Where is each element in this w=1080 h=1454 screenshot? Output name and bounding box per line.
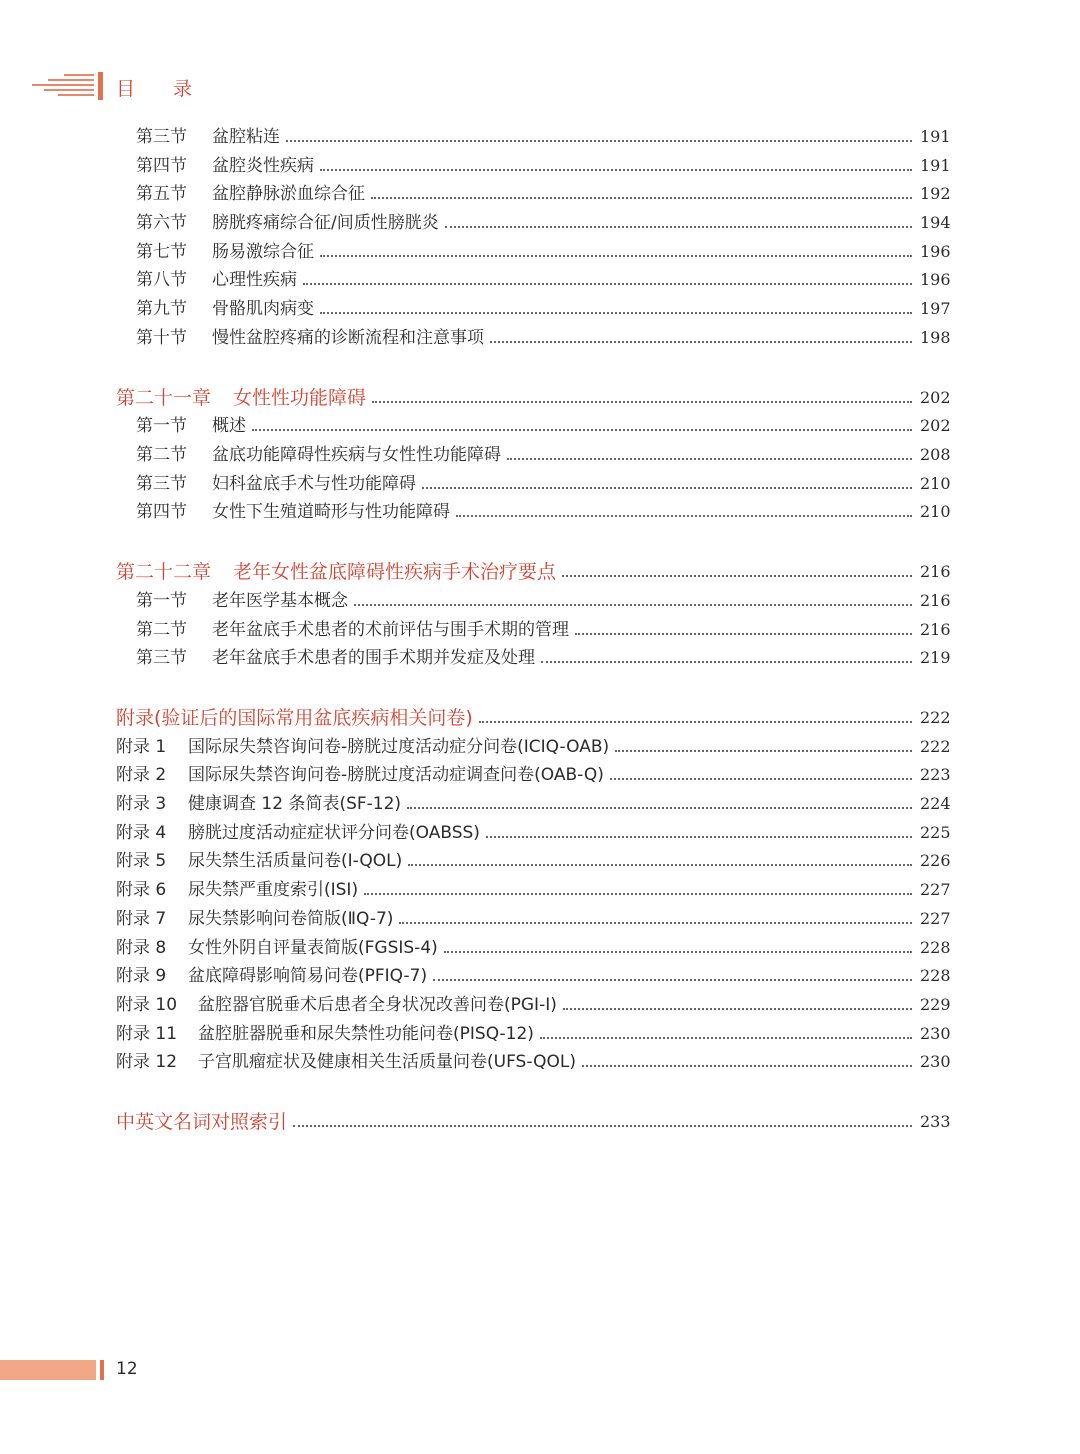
toc-entry-number: 第三节 — [136, 127, 187, 147]
toc-dot-leader — [479, 721, 912, 723]
toc-entry-number: 附录 11 — [116, 1024, 178, 1044]
toc-entry-page-number: 216 — [920, 562, 951, 581]
toc-section-entry[interactable] — [136, 179, 950, 205]
toc-appendix-entry[interactable] — [116, 961, 950, 987]
toc-dot-leader — [507, 458, 912, 460]
toc-dot-leader — [293, 1125, 912, 1127]
toc-entry-title: 尿失禁严重度索引(ISI) — [188, 880, 359, 900]
toc-entry-title: 老年女性盆底障碍性疾病手术治疗要点 — [233, 561, 557, 583]
footer-bar-decoration — [0, 1360, 96, 1380]
toc-entry-title: 肠易激综合征 — [212, 242, 314, 262]
toc-dot-leader — [408, 864, 912, 866]
toc-section-entry[interactable] — [136, 586, 950, 612]
toc-entry-title: 盆底功能障碍性疾病与女性性功能障碍 — [212, 445, 501, 465]
toc-chapter-entry[interactable] — [116, 703, 950, 729]
toc-entry-number: 附录 1 — [116, 737, 167, 757]
toc-section-entry[interactable] — [136, 497, 950, 523]
toc-entry-number: 第二十一章 — [116, 387, 212, 409]
toc-entry-number: 第十节 — [136, 328, 187, 348]
toc-entry-page-number: 216 — [920, 591, 951, 610]
toc-entry-title: 女性性功能障碍 — [233, 387, 367, 409]
toc-entry-number: 附录 12 — [116, 1052, 178, 1072]
toc-dot-leader — [582, 1065, 912, 1067]
toc-appendix-entry[interactable] — [116, 760, 950, 786]
toc-entry-title: 附录(验证后的国际常用盆底疾病相关问卷) — [116, 707, 473, 729]
toc-section-entry[interactable] — [136, 294, 950, 320]
toc-entry-title: 盆腔器官脱垂术后患者全身状况改善问卷(PGI-I) — [198, 995, 557, 1015]
toc-entry-number: 第一节 — [136, 416, 187, 436]
page-title-char-1: 目 — [116, 78, 136, 100]
toc-entry-title: 盆腔静脉淤血综合征 — [212, 184, 365, 204]
toc-entry-page-number: 198 — [920, 328, 951, 347]
toc-appendix-entry[interactable] — [116, 789, 950, 815]
toc-entry-number: 第二节 — [136, 445, 187, 465]
toc-entry-number: 附录 2 — [116, 765, 167, 785]
page-number: 12 — [116, 1359, 138, 1379]
toc-entry-title: 女性外阴自评量表简版(FGSIS-4) — [188, 938, 438, 958]
toc-dot-leader — [286, 140, 912, 142]
toc-entry-number: 附录 8 — [116, 938, 167, 958]
toc-entry-number: 第三节 — [136, 648, 187, 668]
toc-entry-number: 第二十二章 — [116, 561, 212, 583]
toc-appendix-entry[interactable] — [116, 990, 950, 1016]
toc-entry-title: 尿失禁生活质量问卷(Ⅰ-QOL) — [188, 851, 403, 871]
toc-section-entry[interactable] — [136, 615, 950, 641]
toc-entry-number: 第九节 — [136, 299, 187, 319]
toc-entry-title: 子宫肌瘤症状及健康相关生活质量问卷(UFS-QOL) — [198, 1052, 576, 1072]
toc-entry-title: 心理性疾病 — [212, 270, 297, 290]
toc-entry-title: 概述 — [212, 416, 246, 436]
toc-section-entry[interactable] — [136, 323, 950, 349]
toc-entry-page-number: 223 — [920, 765, 951, 784]
toc-entry-page-number: 196 — [920, 270, 951, 289]
toc-entry-title: 妇科盆底手术与性功能障碍 — [212, 474, 416, 494]
toc-entry-title: 骨骼肌肉病变 — [212, 299, 314, 319]
toc-dot-leader — [541, 661, 912, 663]
toc-section-entry[interactable] — [136, 208, 950, 234]
page-title-char-2: 录 — [173, 78, 193, 100]
toc-entry-page-number: 228 — [920, 938, 951, 957]
toc-entry-page-number: 224 — [920, 794, 951, 813]
toc-entry-page-number: 227 — [920, 909, 951, 928]
toc-entry-number: 第五节 — [136, 184, 187, 204]
toc-section-entry[interactable] — [136, 643, 950, 669]
toc-entry-title: 盆腔脏器脱垂和尿失禁性功能问卷(PISQ-12) — [198, 1024, 534, 1044]
toc-entry-title: 盆底障碍影响简易问卷(PFIQ-7) — [188, 966, 428, 986]
toc-entry-page-number: 202 — [920, 416, 951, 435]
footer-accent-line — [100, 1360, 104, 1380]
toc-entry-number: 附录 6 — [116, 880, 167, 900]
toc-dot-leader — [320, 169, 912, 171]
toc-section-entry[interactable] — [136, 237, 950, 263]
toc-entry-number: 第一节 — [136, 591, 187, 611]
toc-chapter-entry[interactable] — [116, 383, 950, 409]
toc-entry-title: 中英文名词对照索引 — [116, 1111, 288, 1133]
toc-dot-leader — [575, 633, 912, 635]
toc-dot-leader — [610, 778, 912, 780]
toc-dot-leader — [433, 979, 912, 981]
toc-entry-title: 老年盆底手术患者的术前评估与围手术期的管理 — [212, 620, 569, 640]
toc-entry-page-number: 208 — [920, 445, 951, 464]
toc-entry-number: 附录 5 — [116, 851, 167, 871]
toc-dot-leader — [490, 341, 912, 343]
toc-entry-number: 附录 7 — [116, 909, 167, 929]
header-accent-bar — [98, 72, 103, 100]
toc-entry-page-number: 233 — [920, 1112, 951, 1131]
toc-entry-page-number: 227 — [920, 880, 951, 899]
toc-dot-leader — [364, 893, 912, 895]
toc-appendix-entry[interactable] — [116, 933, 950, 959]
toc-dot-leader — [615, 750, 912, 752]
toc-entry-number: 附录 3 — [116, 794, 167, 814]
header-stripes-decoration — [28, 72, 94, 100]
toc-entry-page-number: 191 — [920, 156, 951, 175]
toc-entry-number: 第四节 — [136, 502, 187, 522]
toc-dot-leader — [563, 1008, 912, 1010]
toc-dot-leader — [320, 255, 912, 257]
toc-entry-page-number: 210 — [920, 474, 951, 493]
toc-section-entry[interactable] — [136, 411, 950, 437]
toc-appendix-entry[interactable] — [116, 732, 950, 758]
toc-entry-title: 女性下生殖道畸形与性功能障碍 — [212, 502, 450, 522]
toc-entry-page-number: 219 — [920, 648, 951, 667]
toc-dot-leader — [371, 197, 912, 199]
toc-entry-number: 第二节 — [136, 620, 187, 640]
toc-entry-page-number: 194 — [920, 213, 951, 232]
toc-entry-page-number: 197 — [920, 299, 951, 318]
toc-appendix-entry[interactable] — [116, 1019, 950, 1045]
toc-entry-number: 第三节 — [136, 474, 187, 494]
toc-entry-title: 国际尿失禁咨询问卷-膀胱过度活动症调查问卷(OAB-Q) — [188, 765, 604, 785]
toc-entry-number: 第六节 — [136, 213, 187, 233]
toc-entry-number: 第八节 — [136, 270, 187, 290]
toc-dot-leader — [399, 922, 912, 924]
toc-entry-page-number: 226 — [920, 851, 951, 870]
toc-chapter-entry[interactable] — [116, 557, 950, 583]
toc-dot-leader — [540, 1037, 912, 1039]
toc-dot-leader — [303, 283, 912, 285]
toc-entry-page-number: 202 — [920, 388, 951, 407]
toc-entry-number: 第四节 — [136, 156, 187, 176]
toc-entry-page-number: 210 — [920, 502, 951, 521]
toc-section-entry[interactable] — [136, 440, 950, 466]
toc-entry-page-number: 222 — [920, 708, 951, 727]
toc-section-entry[interactable] — [136, 265, 950, 291]
toc-dot-leader — [456, 515, 912, 517]
page-title — [116, 74, 192, 101]
toc-entry-page-number: 225 — [920, 823, 951, 842]
toc-appendix-entry[interactable] — [116, 904, 950, 930]
toc-entry-title: 老年盆底手术患者的围手术期并发症及处理 — [212, 648, 535, 668]
toc-entry-page-number: 191 — [920, 127, 951, 146]
toc-entry-number: 第七节 — [136, 242, 187, 262]
toc-entry-title: 盆腔粘连 — [212, 127, 280, 147]
toc-entry-number: 附录 4 — [116, 823, 167, 843]
toc-entry-page-number: 229 — [920, 995, 951, 1014]
toc-section-entry[interactable] — [136, 469, 950, 495]
toc-entry-title: 老年医学基本概念 — [212, 591, 348, 611]
toc-dot-leader — [372, 401, 912, 403]
toc-entry-title: 慢性盆腔疼痛的诊断流程和注意事项 — [212, 328, 484, 348]
toc-entry-page-number: 230 — [920, 1052, 951, 1071]
toc-dot-leader — [354, 604, 912, 606]
toc-dot-leader — [444, 951, 912, 953]
toc-entry-page-number: 192 — [920, 184, 951, 203]
toc-entry-title: 国际尿失禁咨询问卷-膀胱过度活动症分问卷(ICIQ-OAB) — [188, 737, 610, 757]
toc-entry-page-number: 228 — [920, 966, 951, 985]
toc-dot-leader — [486, 836, 912, 838]
toc-entry-page-number: 230 — [920, 1024, 951, 1043]
toc-dot-leader — [407, 807, 912, 809]
toc-entry-number: 附录 10 — [116, 995, 178, 1015]
toc-entry-page-number: 216 — [920, 620, 951, 639]
toc-dot-leader — [422, 487, 912, 489]
toc-entry-title: 膀胱疼痛综合征/间质性膀胱炎 — [212, 213, 439, 233]
toc-appendix-entry[interactable] — [116, 846, 950, 872]
toc-entry-page-number: 222 — [920, 737, 951, 756]
toc-entry-title: 盆腔炎性疾病 — [212, 156, 314, 176]
toc-dot-leader — [562, 575, 912, 577]
toc-appendix-entry[interactable] — [116, 1047, 950, 1073]
toc-entry-page-number: 196 — [920, 242, 951, 261]
toc-section-entry[interactable] — [136, 122, 950, 148]
toc-entry-title: 膀胱过度活动症症状评分问卷(OABSS) — [188, 823, 480, 843]
toc-appendix-entry[interactable] — [116, 818, 950, 844]
toc-entry-number: 附录 9 — [116, 966, 167, 986]
toc-dot-leader — [320, 312, 912, 314]
toc-entry-title: 健康调查 12 条简表(SF-12) — [188, 794, 402, 814]
toc-dot-leader — [445, 226, 912, 228]
toc-dot-leader — [252, 429, 912, 431]
toc-appendix-entry[interactable] — [116, 875, 950, 901]
toc-entry-title: 尿失禁影响问卷简版(ⅡQ-7) — [188, 909, 394, 929]
toc-chapter-entry[interactable] — [116, 1107, 950, 1133]
toc-section-entry[interactable] — [136, 151, 950, 177]
